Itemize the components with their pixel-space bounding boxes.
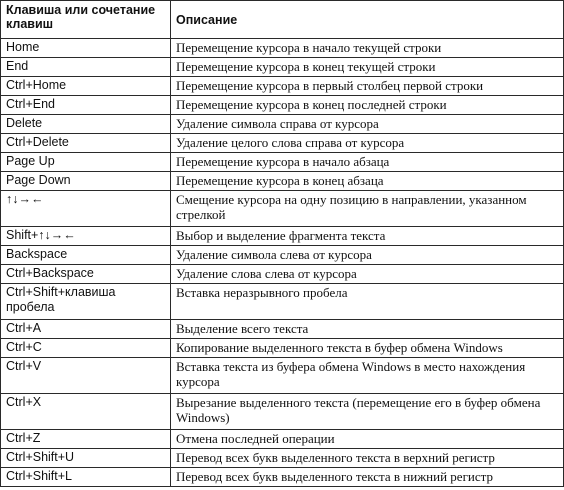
table-row [1, 284, 564, 320]
description-cell: Удаление символа справа от курсора [171, 115, 564, 134]
description-cell: Вставка неразрывного пробела [171, 284, 564, 320]
key-cell: Page Down [1, 172, 171, 191]
description-cell: Отмена последней операции [171, 430, 564, 449]
description-cell: Перевод всех букв выделенного текста в нижний регистр [171, 468, 564, 487]
description-cell: Перемещение курсора в первый столбец первой строки [171, 77, 564, 96]
table-row [1, 468, 564, 487]
description-cell: Перемещение курсора в начало абзаца [171, 153, 564, 172]
key-cell: Ctrl+V [1, 358, 171, 394]
description-cell: Удаление символа слева от курсора [171, 246, 564, 265]
description-cell: Перемещение курсора в начало текущей строки [171, 39, 564, 58]
key-cell: Ctrl+End [1, 96, 171, 115]
table-row [1, 39, 564, 58]
key-cell: Ctrl+Shift+U [1, 449, 171, 468]
key-cell: Shift+↑↓→← [1, 227, 171, 246]
description-cell: Удаление целого слова справа от курсора [171, 134, 564, 153]
key-cell: Ctrl+A [1, 320, 171, 339]
table-row [1, 430, 564, 449]
key-cell: Ctrl+Delete [1, 134, 171, 153]
table-row [1, 134, 564, 153]
description-cell: Перевод всех букв выделенного текста в верхний регистр [171, 449, 564, 468]
key-cell: Ctrl+X [1, 394, 171, 430]
table-row [1, 449, 564, 468]
description-cell: Удаление слова слева от курсора [171, 265, 564, 284]
key-cell: ↑↓→← [1, 191, 171, 227]
key-cell: Ctrl+Backspace [1, 265, 171, 284]
table-row [1, 58, 564, 77]
key-cell: Home [1, 39, 171, 58]
description-cell: Вырезание выделенного текста (перемещение его в буфер обмена Windows) [171, 394, 564, 430]
table-row [1, 115, 564, 134]
key-cell: Ctrl+C [1, 339, 171, 358]
key-cell: Page Up [1, 153, 171, 172]
header-key: Клавиша или сочетание клавиш [1, 1, 171, 39]
description-cell: Перемещение курсора в конец текущей строки [171, 58, 564, 77]
table-row [1, 265, 564, 284]
description-cell: Копирование выделенного текста в буфер обмена Windows [171, 339, 564, 358]
table-row [1, 227, 564, 246]
table-row [1, 320, 564, 339]
header-description: Описание [171, 1, 564, 39]
key-cell: Ctrl+Z [1, 430, 171, 449]
table-row [1, 358, 564, 394]
table-row [1, 77, 564, 96]
key-cell: Delete [1, 115, 171, 134]
description-cell: Выделение всего текста [171, 320, 564, 339]
key-cell: End [1, 58, 171, 77]
table-row [1, 96, 564, 115]
key-cell: Ctrl+Home [1, 77, 171, 96]
table-row [1, 191, 564, 227]
table-row [1, 153, 564, 172]
description-cell: Вставка текста из буфера обмена Windows в место нахождения курсора [171, 358, 564, 394]
key-cell: Ctrl+Shift+клавиша пробела [1, 284, 171, 320]
description-cell: Перемещение курсора в конец абзаца [171, 172, 564, 191]
key-cell: Backspace [1, 246, 171, 265]
table-row [1, 246, 564, 265]
table-row [1, 394, 564, 430]
description-cell: Выбор и выделение фрагмента текста [171, 227, 564, 246]
table-row [1, 172, 564, 191]
table-row [1, 339, 564, 358]
table-header-row [1, 1, 564, 39]
description-cell: Смещение курсора на одну позицию в направлении, указанном стрелкой [171, 191, 564, 227]
key-cell: Ctrl+Shift+L [1, 468, 171, 487]
description-cell: Перемещение курсора в конец последней строки [171, 96, 564, 115]
